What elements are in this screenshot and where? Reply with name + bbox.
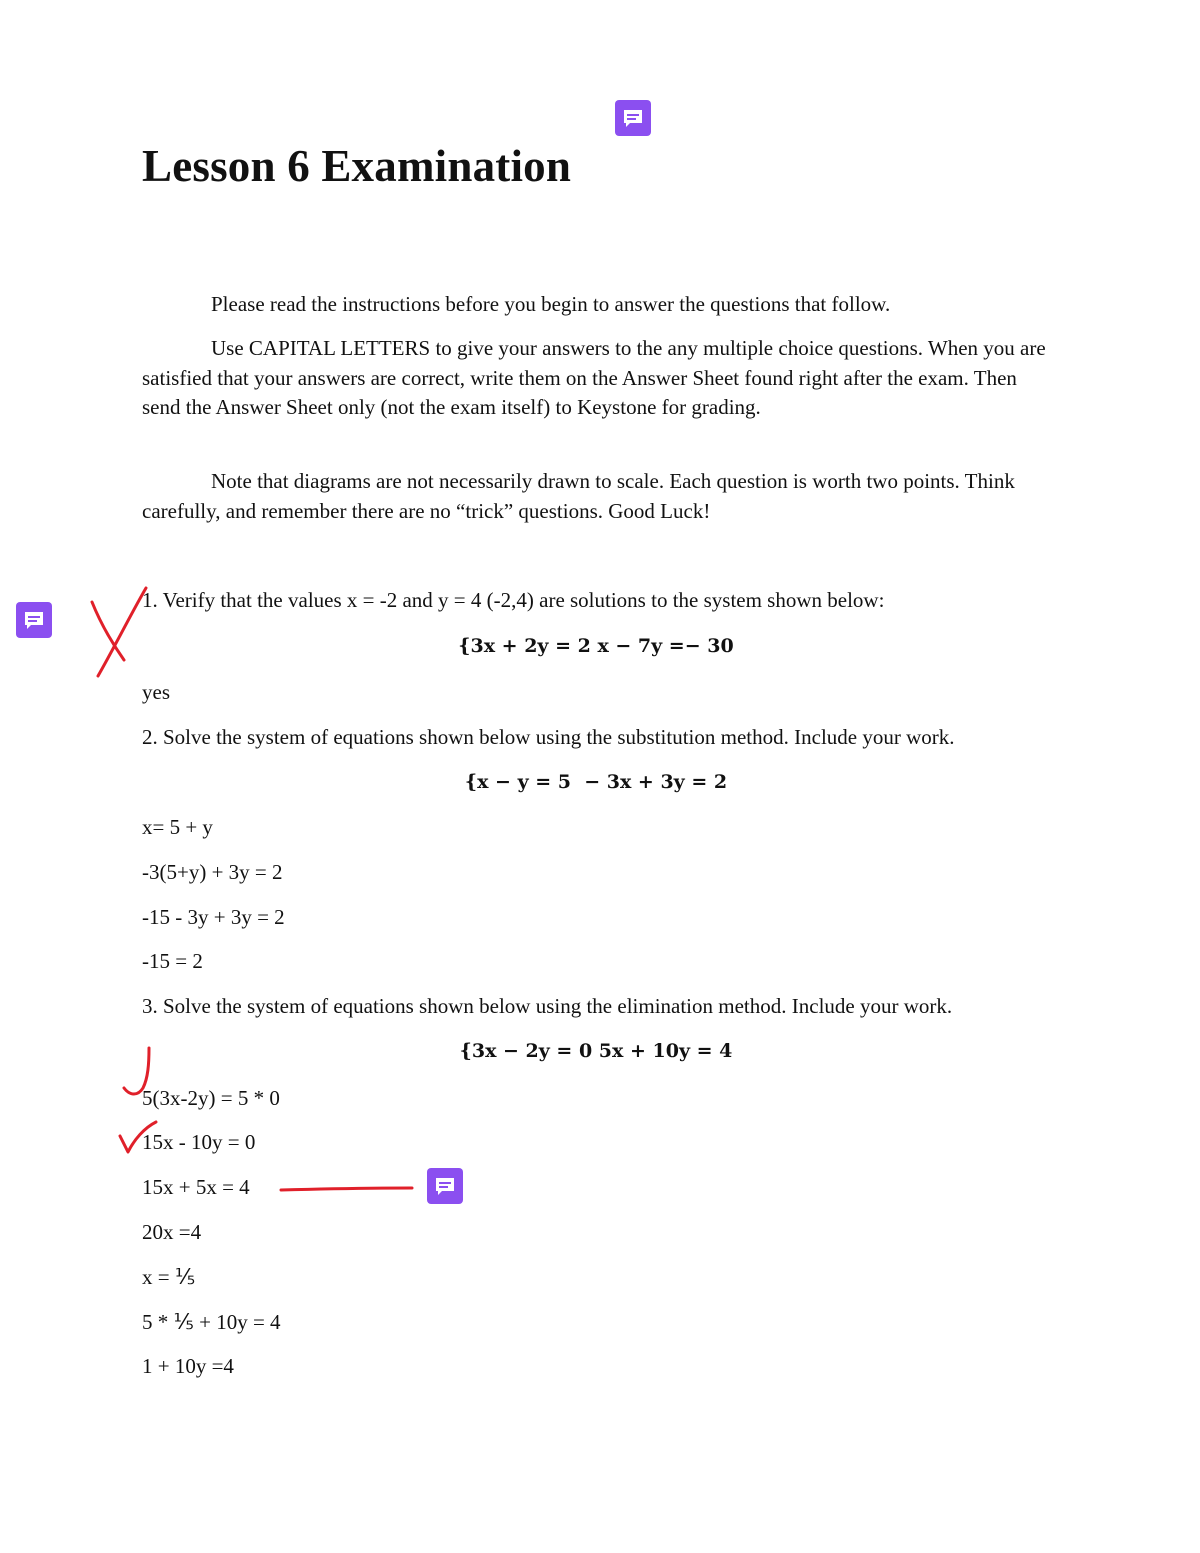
work-line: x= 5 + y (142, 815, 213, 839)
work-line: 20x =4 (142, 1220, 202, 1244)
work-line: -15 = 2 (142, 949, 203, 973)
instruction-paragraph: Note that diagrams are not necessarily drawn to scale. Each question is worth two points. Think carefully, and remember there are no “trick” questions. Good Luck! (142, 469, 1015, 523)
work-line: x = ⅕ (142, 1265, 196, 1289)
comment-icon-glyph (615, 100, 651, 136)
work-line: 15x - 10y = 0 (142, 1130, 256, 1154)
question-prompt: 1. Verify that the values x = -2 and y = 4 (-2,4) are solutions to the system shown below: (142, 588, 885, 612)
comment-icon[interactable] (615, 100, 651, 136)
instruction-paragraph: Use CAPITAL LETTERS to give your answers to the any multiple choice questions. When you are satisfied that your answers are correct, write them on the Answer Sheet found right after the exam. Then send the Answer Sheet only (not the exam itself) to Keystone for grading. (142, 336, 1046, 419)
work-line: -15 - 3y + 3y = 2 (142, 905, 285, 929)
question-prompt: 3. Solve the system of equations shown below using the elimination method. Include your work. (142, 994, 953, 1018)
answer-line: yes (142, 680, 170, 704)
work-line: 5 * ⅕ + 10y = 4 (142, 1310, 281, 1334)
instruction-paragraph: Please read the instructions before you begin to answer the questions that follow. (211, 292, 891, 316)
equation-system: {3x + 2y = 2 x − 7y =− 30 (458, 635, 734, 657)
work-line: 1 + 10y =4 (142, 1354, 234, 1378)
work-line: 5(3x-2y) = 5 * 0 (142, 1086, 280, 1110)
underline-mark (278, 1182, 418, 1196)
equation-system: {x − y = 5 − 3x + 3y = 2 (464, 771, 728, 793)
work-line: -3(5+y) + 3y = 2 (142, 860, 283, 884)
page-title: Lesson 6 Examination (142, 141, 572, 191)
comment-icon-glyph (427, 1168, 463, 1204)
equation-system: {3x − 2y = 0 5x + 10y = 4 (459, 1040, 733, 1062)
question-prompt: 2. Solve the system of equations shown below using the substitution method. Include your work. (142, 725, 955, 749)
comment-icon[interactable] (427, 1168, 463, 1204)
work-line: 15x + 5x = 4 (142, 1175, 250, 1199)
